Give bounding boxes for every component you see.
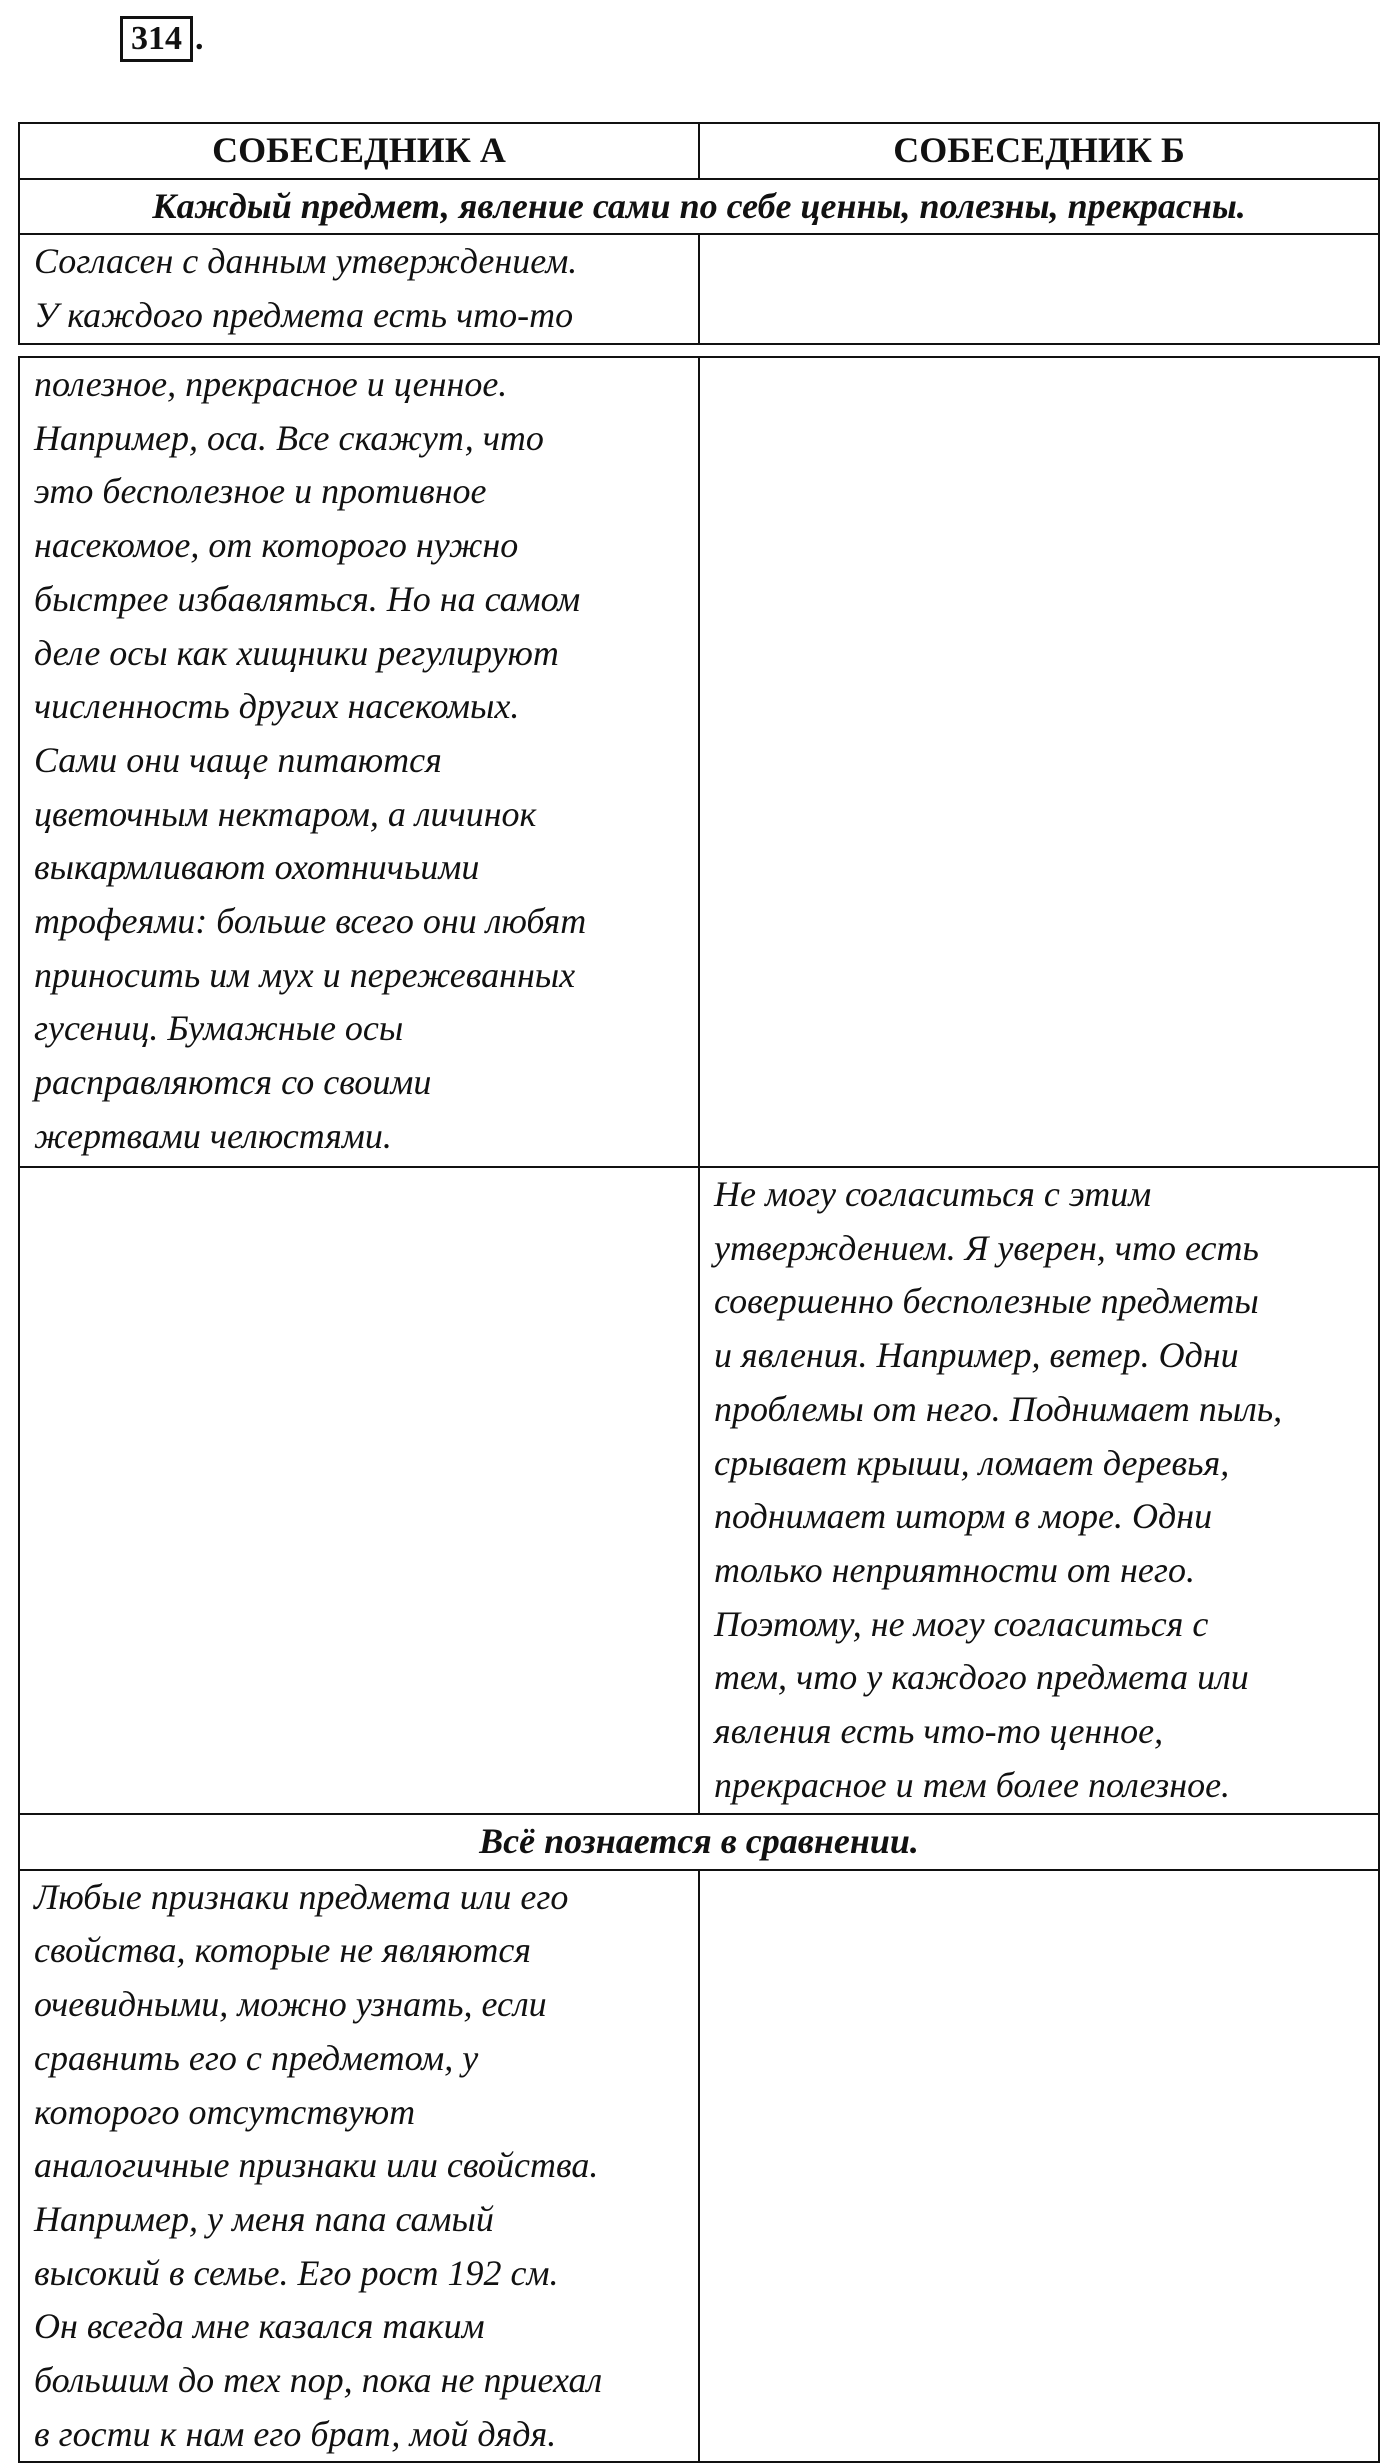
exercise-number-box: 314 — [120, 16, 193, 62]
speaker-b-text: Не могу согласиться с этим утверждением. Я уверен, что есть совершенно бесполезные предметы и явления. Например, ветер. Одни проблемы от него. Поднимает пыль, срывает крыши, ломает деревья, поднимает шторм в море. Одни только неприятности от него. Поэтому, не могу согласиться с тем, что у каждого предмета или явления есть что-то ценное, прекрасное и тем более полезное. — [699, 1167, 1379, 1814]
exercise-number — [120, 16, 204, 62]
topic-row — [19, 1814, 1379, 1870]
speaker-a-text — [19, 1167, 699, 1814]
speaker-b-text — [699, 1870, 1379, 2463]
speaker-a-text: полезное, прекрасное и ценное. Например, оса. Все скажут, что это бесполезное и противное насекомое, от которого нужно быстрее избавляться. Но на самом деле осы как хищники регулируют численность других насекомых. Сами они чаще питаются цветочным нектаром, а личинок выкармливают охотничьими трофеями: больше всего они любят приносить им мух и пережеванных гусениц. Бумажные осы расправляются со своими жертвами челюстями. — [19, 357, 699, 1167]
exercise-number-dot: . — [195, 20, 204, 57]
topic-row — [19, 179, 1379, 235]
speaker-b-text — [699, 234, 1379, 343]
dialog-table-part-1 — [18, 122, 1380, 345]
speaker-a-text: Согласен с данным утверждением. У каждого предмета есть что-то — [19, 234, 699, 343]
topic-statement-2: Всё познается в сравнении. — [19, 1814, 1379, 1870]
dialog-table-part-2 — [18, 356, 1380, 2463]
table-row — [19, 1167, 1379, 1814]
table-row — [19, 1870, 1379, 2463]
table-row — [19, 234, 1379, 343]
header-row — [19, 123, 1379, 179]
speaker-b-text — [699, 357, 1379, 1167]
topic-statement-1: Каждый предмет, явление сами по себе ценны, полезны, прекрасны. — [19, 179, 1379, 235]
table-row — [19, 357, 1379, 1167]
header-speaker-a: СОБЕСЕДНИК А — [19, 123, 699, 179]
speaker-a-text: Любые признаки предмета или его свойства, которые не являются очевидными, можно узнать, если сравнить его с предметом, у которого отсутствуют аналогичные признаки или свойства. Например, у меня папа самый высокий в семье. Его рост 192 см. Он всегда мне казался таким большим до тех пор, пока не приехал в гости к нам его брат, мой дядя. — [19, 1870, 699, 2463]
header-speaker-b: СОБЕСЕДНИК Б — [699, 123, 1379, 179]
